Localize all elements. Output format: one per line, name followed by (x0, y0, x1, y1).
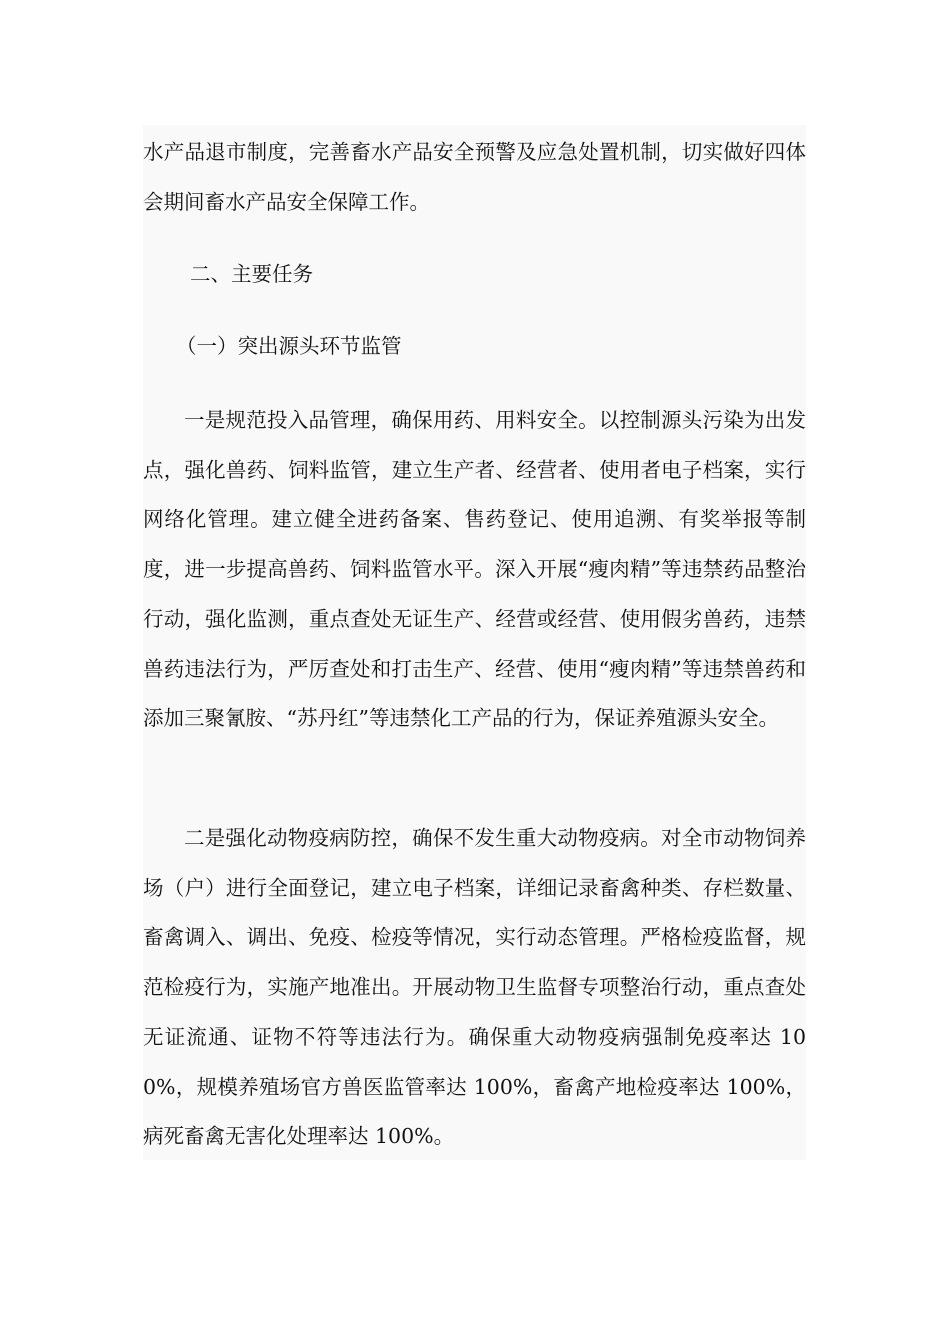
section-heading: 二、主要任务 (190, 262, 313, 286)
subsection-heading: （一）突出源头环节监管 (176, 334, 402, 358)
paragraph-disease-control: 二是强化动物疫病防控，确保不发生重大动物疫病。对全市动物饲养场（户）进行全面登记，建立电子档案，详细记录畜禽种类、存栏数量、畜禽调入、调出、免疫、检疫等情况，实行动态管理。严格检疫监督，规范检疫行为，实施产地准出。开展动物卫生监督专项整治行动，重点查处无证流通、证物不符等违法行为。确保重大动物疫病强制免疫率达 100%，规模养殖场官方兽医监管率达 100%，畜禽产地检疫率达 100%，病死畜禽无害化处理率达 100%。 (143, 826, 806, 1149)
continued-paragraph: 水产品退市制度，完善畜水产品安全预警及应急处置机制，切实做好四体会期间畜水产品安全保障工作。 (143, 140, 806, 214)
paragraph-input-management: 一是规范投入品管理，确保用药、用料安全。以控制源头污染为出发点，强化兽药、饲料监管，建立生产者、经营者、使用者电子档案，实行网络化管理。建立健全进药备案、售药登记、使用追溯、有奖举报等制度，进一步提高兽药、饲料监管水平。深入开展“瘦肉精”等违禁药品整治行动，强化监测，重点查处无证生产、经营或经营、使用假劣兽药，违禁兽药违法行为，严厉查处和打击生产、经营、使用“瘦肉精”等违禁兽药和添加三聚氰胺、“苏丹红”等违禁化工产品的行为，保证养殖源头安全。 (143, 408, 806, 731)
